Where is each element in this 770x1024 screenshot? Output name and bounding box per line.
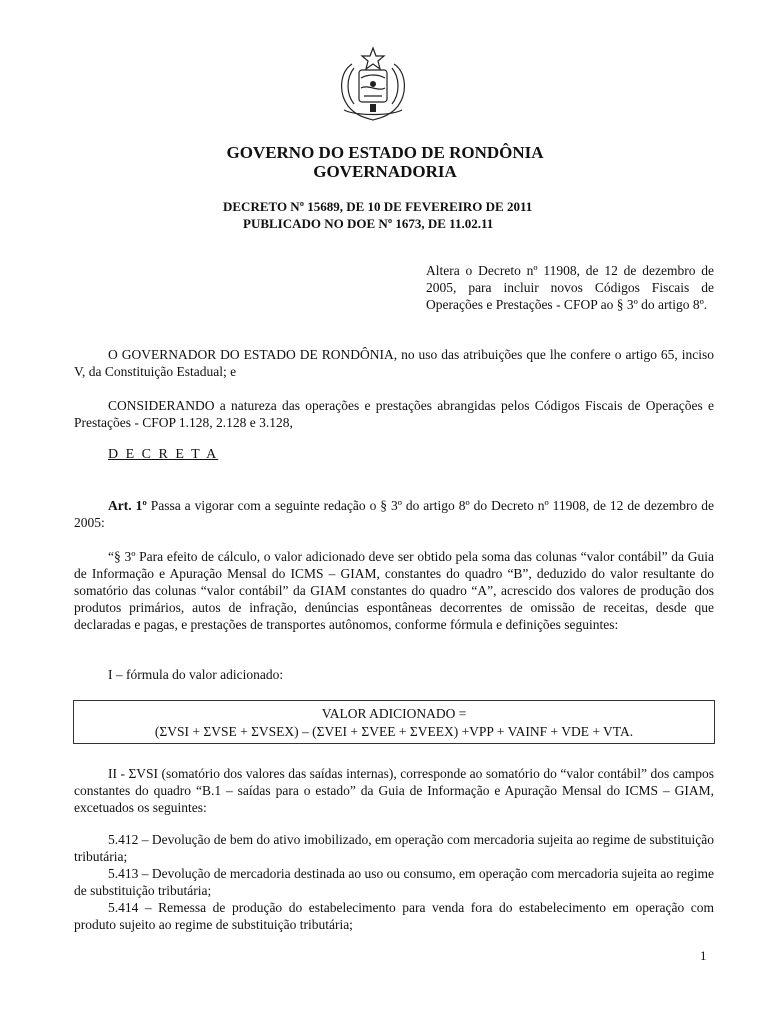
formula-title: VALOR ADICIONADO = bbox=[321, 706, 467, 721]
article-1 bbox=[74, 497, 714, 531]
state-coat-of-arms-seal bbox=[330, 44, 416, 124]
list-item: 5.413 – Devolução de mercadoria destinada ao uso ou consumo, em operação com mercadoria sujeita ao regime de substituição tributária; bbox=[74, 866, 714, 898]
decreta-heading: D E C R E T A bbox=[108, 447, 219, 462]
article-1-text: Passa a vigorar com a seguinte redação o § 3º do artigo 8º do Decreto nº 11908, de 12 de dezembro de 2005: bbox=[74, 498, 714, 530]
inciso-1: I – fórmula do valor adicionado: bbox=[108, 667, 284, 682]
decree-publication: PUBLICADO NO DOE Nº 1673, DE 11.02.11 bbox=[243, 216, 494, 231]
governadoria-header: GOVERNADORIA bbox=[313, 162, 457, 181]
preamble-governor: O GOVERNADOR DO ESTADO DE RONDÔNIA, no uso das atribuições que lhe confere o artigo 65, inciso V, da Constituição Estadual; e bbox=[74, 347, 714, 379]
preamble-considerando: CONSIDERANDO a natureza das operações e prestações abrangidas pelos Códigos Fiscais de Operações e Prestações - CFOP 1.128, 2.128 e 3.128, bbox=[74, 398, 714, 430]
page-number: 1 bbox=[700, 948, 707, 963]
paragraph-3: “§ 3º Para efeito de cálculo, o valor adicionado deve ser obtido pela soma das colunas “valor contábil” da Guia de Informação e Apuração Mensal do ICMS – GIAM, constantes do quadro “B”, deduzido do valor resultante do somatório das colunas “valor contábil” da GIAM constantes do quadro “A”, acrescido dos valores de produção dos produtos primários, autos de infração, denúncias espontâneas decorrentes de omissão de receitas, desde que declaradas e pagas, e prestações de transportes autônomos, conforme fórmula e definições seguintes: bbox=[74, 549, 714, 632]
inciso-2: II - ΣVSI (somatório dos valores das saídas internas), corresponde ao somatório do “valor contábil” dos campos constantes do quadro “B.1 – saídas para o estado” da Guia de Informação e Apuração Mensal do ICMS – GIAM, excetuados os seguintes: bbox=[74, 766, 714, 815]
formula-expression: (ΣVSI + ΣVSE + ΣVSEX) – (ΣVEI + ΣVEE + ΣVEEX) +VPP + VAINF + VDE + VTA. bbox=[154, 724, 634, 739]
list-item: 5.414 – Remessa de produção do estabelecimento para venda fora do estabelecimento em operação com produto sujeito ao regime de substituição tributária; bbox=[74, 900, 714, 932]
decree-summary: Altera o Decreto nº 11908, de 12 de dezembro de 2005, para incluir novos Códigos Fiscais de Operações e Prestações - CFOP ao § 3º do artigo 8º. bbox=[426, 263, 714, 312]
article-1-label: Art. 1º bbox=[108, 498, 147, 513]
government-header: GOVERNO DO ESTADO DE RONDÔNIA bbox=[226, 143, 544, 162]
list-item: 5.412 – Devolução de bem do ativo imobilizado, em operação com mercadoria sujeita ao regime de substituição tributária; bbox=[74, 832, 714, 864]
decree-title: DECRETO Nº 15689, DE 10 DE FEVEREIRO DE 2011 bbox=[223, 199, 533, 214]
formula-box bbox=[73, 700, 715, 744]
